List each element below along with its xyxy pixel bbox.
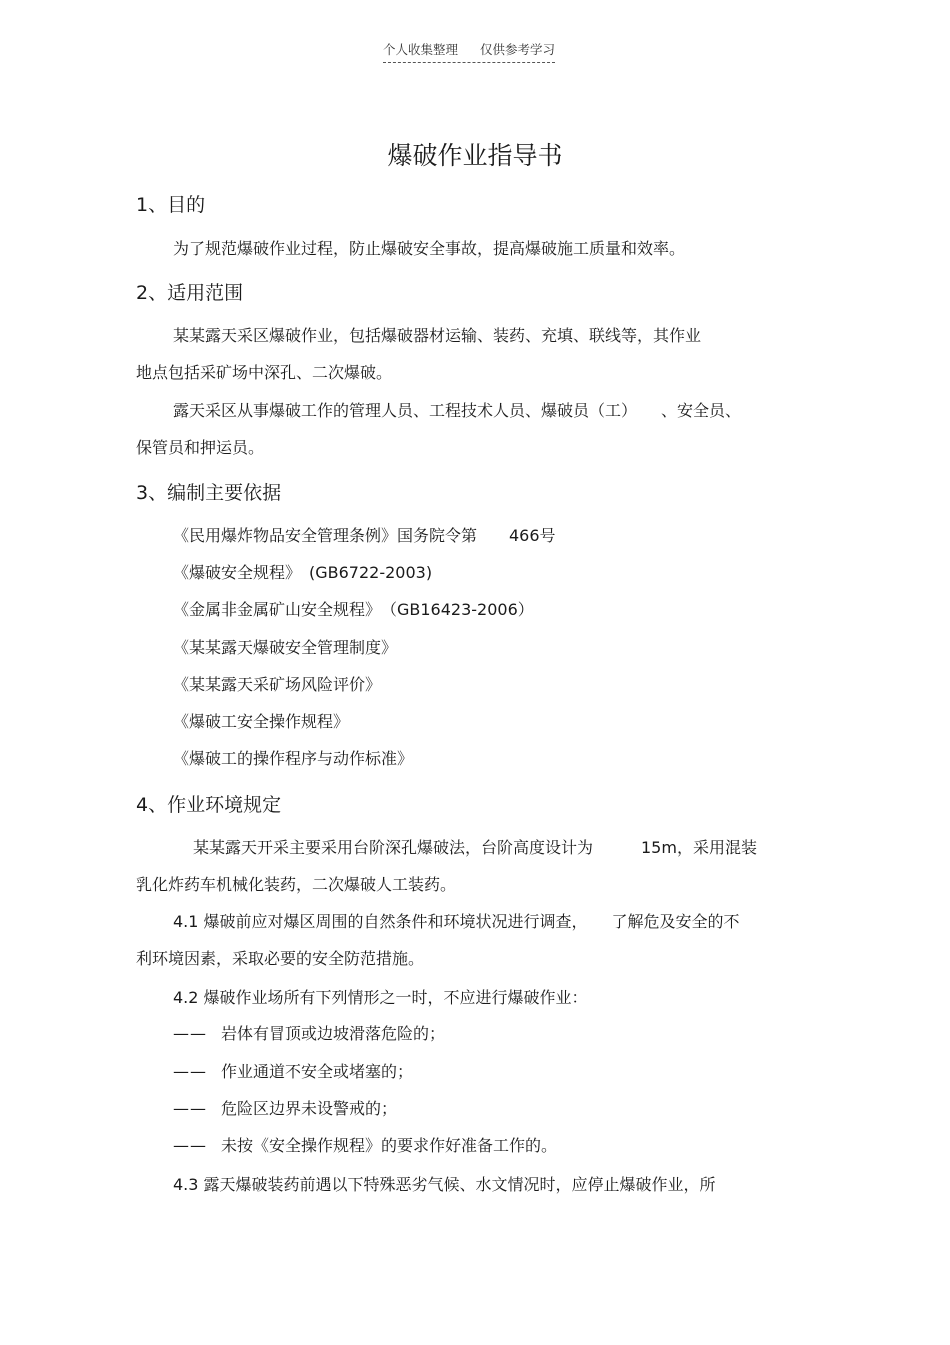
- reference-item: 《爆破安全规程》 (GB6722-2003): [173, 563, 433, 582]
- section-heading: 2、适用范围: [136, 282, 244, 304]
- paragraph-line: 4.2 爆破作业场所有下列情形之一时，不应进行爆破作业：: [173, 988, 588, 1007]
- paragraph-line: 某某露天采区爆破作业，包括爆破器材运输、装药、充填、联线等，其作业: [173, 326, 702, 345]
- list-item: [173, 1021, 445, 1044]
- paragraph-line: 乳化炸药车机械化装药，二次爆破人工装药。: [136, 875, 457, 894]
- header-left: 个人收集整理: [383, 42, 459, 57]
- list-item: [173, 1133, 557, 1156]
- reference-item: 《金属非金属矿山安全规程》 （GB16423-2006）: [173, 600, 534, 619]
- reference-item: 《爆破工安全操作规程》: [173, 712, 350, 731]
- paragraph-line: 保管员和押运员。: [136, 438, 265, 457]
- paragraph-line: 露天采区从事爆破工作的管理人员、工程技术人员、爆破员（工） 、安全员、: [173, 401, 742, 420]
- section-heading: 3、编制主要依据: [136, 482, 282, 504]
- dash-marker: ——: [173, 1099, 207, 1118]
- list-item-text: 岩体有冒顶或边坡滑落危险的；: [221, 1024, 446, 1043]
- reference-item: 《民用爆炸物品安全管理条例》国务院令第 466号: [173, 526, 556, 545]
- list-item-text: 未按《安全操作规程》的要求作好准备工作的。: [221, 1136, 558, 1155]
- dash-marker: ——: [173, 1062, 207, 1081]
- paragraph-line: 4.3 露天爆破装药前遇以下特殊恶劣气候、水文情况时，应停止爆破作业，所: [173, 1175, 716, 1194]
- page-header: [383, 40, 555, 63]
- header-right: 仅供参考学习: [480, 42, 556, 57]
- paragraph-line: 地点包括采矿场中深孔、二次爆破。: [136, 363, 393, 382]
- document-title: 爆破作业指导书: [387, 141, 563, 170]
- paragraph-line: 利环境因素，采取必要的安全防范措施。: [136, 949, 425, 968]
- list-item-text: 作业通道不安全或堵塞的；: [221, 1062, 414, 1081]
- section-heading: 4、作业环境规定: [136, 794, 282, 816]
- list-item: [173, 1096, 397, 1119]
- reference-item: 《某某露天爆破安全管理制度》: [173, 638, 398, 657]
- dash-marker: ——: [173, 1024, 207, 1043]
- section-heading: 1、目的: [136, 194, 206, 216]
- dash-marker: ——: [173, 1136, 207, 1155]
- reference-item: 《某某露天采矿场风险评价》: [173, 675, 382, 694]
- paragraph-line: 为了规范爆破作业过程，防止爆破安全事故，提高爆破施工质量和效率。: [173, 239, 686, 258]
- paragraph-line: 某某露天开采主要采用台阶深孔爆破法，台阶高度设计为 15m，采用混装: [193, 838, 757, 857]
- list-item-text: 危险区边界未设警戒的；: [221, 1099, 398, 1118]
- list-item: [173, 1059, 413, 1082]
- paragraph-line: 4.1 爆破前应对爆区周围的自然条件和环境状况进行调查， 了解危及安全的不: [173, 912, 740, 931]
- reference-item: 《爆破工的操作程序与动作标准》: [173, 749, 414, 768]
